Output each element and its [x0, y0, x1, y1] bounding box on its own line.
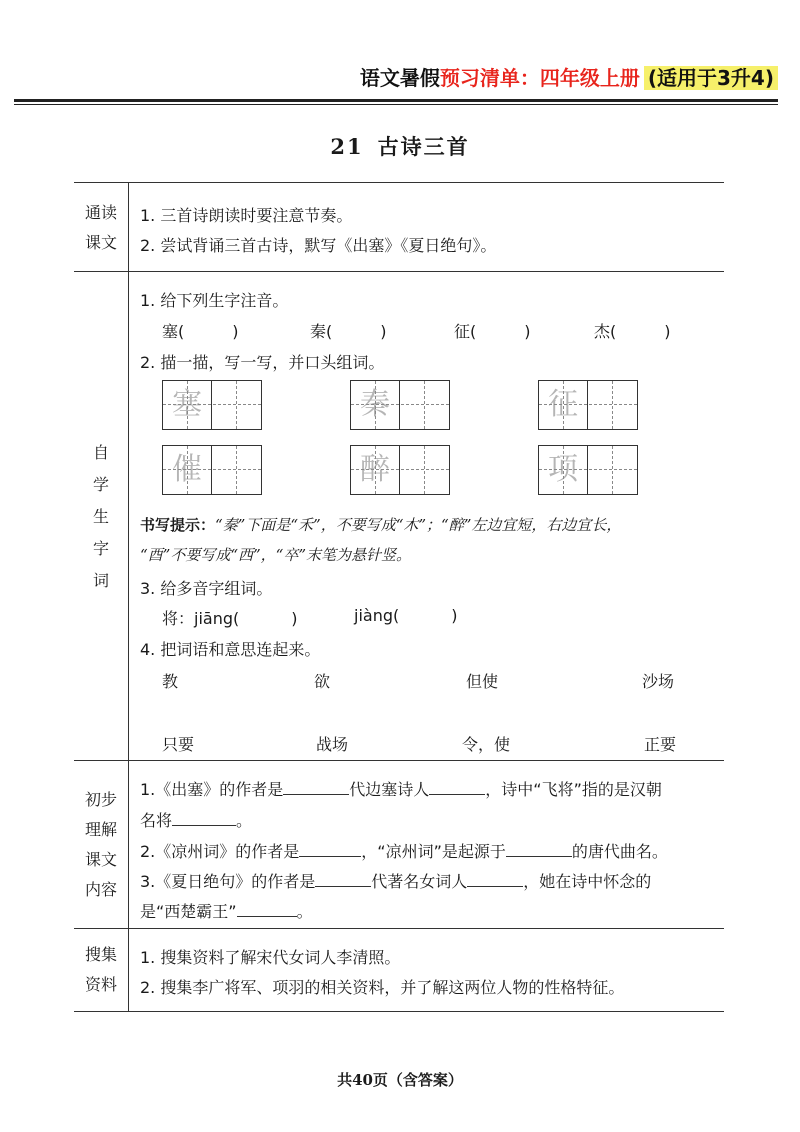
fill-blank[interactable] [506, 842, 572, 857]
fill-blank[interactable] [283, 780, 349, 795]
lesson-title [0, 131, 800, 161]
label-read-1: 通读 [84, 202, 117, 222]
collect-item-2: 2. 搜集李广将军、项羽的相关资料，并了解这两位人物的性格特征。 [140, 978, 625, 997]
label-understand-2: 理解 [84, 820, 117, 839]
match-word-bottom[interactable]: 只要 [162, 735, 195, 754]
label-self-1: 自 [92, 442, 109, 462]
writing-grid[interactable] [538, 445, 638, 495]
row-self-label [74, 272, 129, 761]
fill-blank[interactable] [429, 780, 485, 795]
match-word-top[interactable]: 但使 [466, 672, 499, 691]
match-word-bottom[interactable]: 令，使 [462, 735, 511, 754]
header-rule-thick [14, 99, 778, 102]
row-read-label [74, 183, 129, 272]
writing-hint-line-1: 书写提示：“秦”下面是“禾”，不要写成“木”；“醉”左边宜短，右边宜长， [140, 516, 622, 534]
trace-character: 催 [172, 452, 202, 487]
label-collect-1: 搜集 [84, 945, 117, 964]
understand-q2: 2.《凉州词》的作者是 ，“凉州词”是起源于 的唐代曲名。 [140, 842, 668, 861]
writing-grid[interactable] [162, 380, 262, 430]
label-self-4: 字 [92, 538, 109, 558]
page-footer: 共40页（含答案） [337, 1071, 463, 1089]
fill-blank[interactable] [315, 872, 371, 887]
fill-blank[interactable] [237, 902, 297, 917]
writing-grid[interactable] [162, 445, 262, 495]
row-understand-label [74, 761, 129, 929]
label-understand-1: 初步 [84, 790, 117, 809]
header-grade-badge: (适用于3升4) [644, 66, 778, 90]
row-collect-label [74, 929, 129, 1011]
self-item-3: 3. 给多音字组词。 [140, 579, 273, 598]
label-collect-2: 资料 [84, 975, 117, 994]
label-self-3: 生 [92, 506, 109, 526]
document-header [360, 62, 778, 91]
header-title-black: 语文暑假 [359, 66, 440, 90]
writing-grid[interactable] [538, 380, 638, 430]
label-read-2: 课文 [84, 232, 117, 252]
match-word-top[interactable]: 教 [162, 672, 179, 691]
trace-character: 征 [548, 387, 578, 422]
polyphone-entry-2: jiàng( ) [354, 606, 458, 625]
fill-blank[interactable] [299, 842, 361, 857]
self-item-2: 2. 描一描，写一写，并口头组词。 [140, 353, 385, 372]
understand-q3-line1: 3.《夏日绝句》的作者是 代著名女词人 ，她在诗中怀念的 [140, 872, 652, 891]
self-item-4: 4. 把词语和意思连起来。 [140, 640, 321, 659]
match-word-top[interactable]: 沙场 [642, 672, 675, 691]
row-collect [74, 928, 724, 1012]
row-self-study [74, 271, 724, 761]
match-word-bottom[interactable]: 战场 [316, 735, 349, 754]
self-item-1: 1. 给下列生字注音。 [140, 291, 289, 310]
label-self-2: 学 [92, 474, 109, 494]
pinyin-entry: 秦( ) [310, 322, 387, 341]
writing-grid[interactable] [350, 380, 450, 430]
trace-character: 塞 [172, 387, 202, 422]
pinyin-entry: 塞( ) [162, 322, 239, 341]
trace-character: 秦 [360, 387, 390, 422]
fill-blank[interactable] [172, 811, 236, 826]
writing-hint-line-2: “酉”不要写成“西”，“卒”末笔为悬针竖。 [140, 546, 412, 564]
pinyin-entry: 杰( ) [594, 322, 671, 341]
polyphone-entry-1: 将：jiāng( ) [162, 609, 298, 628]
row-understand [74, 760, 724, 929]
header-rule-thin [14, 104, 778, 105]
writing-hint-label: 书写提示： [140, 516, 216, 534]
label-self-5: 词 [92, 570, 109, 590]
read-item-2: 2. 尝试背诵三首古诗，默写《出塞》《夏日绝句》。 [140, 236, 497, 255]
understand-q3-line2: 是“西楚霸王” 。 [140, 902, 313, 921]
label-understand-4: 内容 [84, 880, 117, 899]
writing-grid[interactable] [350, 445, 450, 495]
understand-q1-line2: 名将 。 [140, 811, 253, 830]
label-understand-3: 课文 [84, 850, 117, 869]
lesson-number: 21 [330, 134, 364, 159]
trace-character: 项 [548, 452, 578, 487]
lesson-name: 古诗三首 [377, 134, 470, 159]
match-word-bottom[interactable]: 正要 [644, 735, 677, 754]
match-word-top[interactable]: 欲 [314, 672, 331, 691]
pinyin-entry: 征( ) [454, 322, 531, 341]
fill-blank[interactable] [467, 872, 523, 887]
header-title-red: 预习清单：四年级上册 [439, 66, 640, 90]
read-item-1: 1. 三首诗朗读时要注意节奏。 [140, 206, 353, 225]
trace-character: 醉 [360, 452, 390, 487]
understand-q1-line1: 1.《出塞》的作者是 代边塞诗人 ，诗中“飞将”指的是汉朝 [140, 780, 662, 799]
collect-item-1: 1. 搜集资料了解宋代女词人李清照。 [140, 948, 401, 967]
row-read [74, 182, 724, 272]
